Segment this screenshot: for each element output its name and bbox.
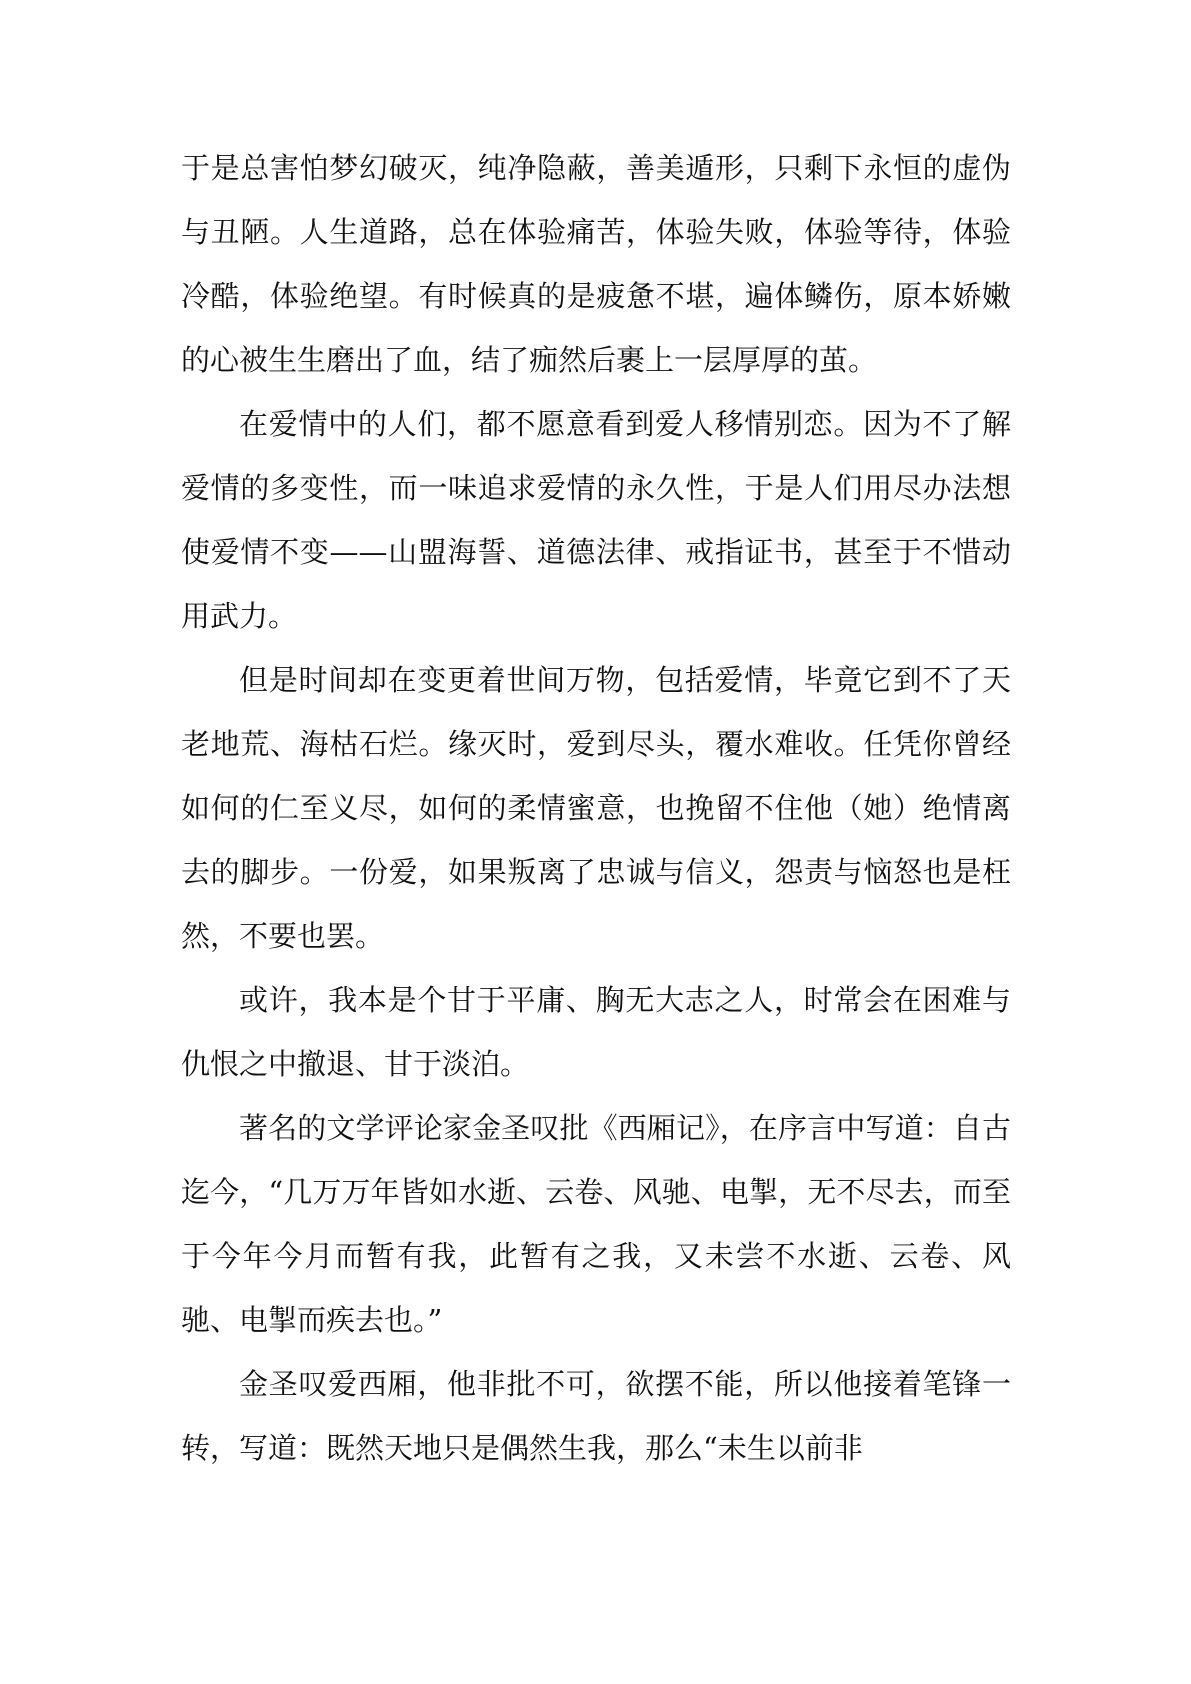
document-body [181, 136, 1011, 1480]
paragraph-1: 于是总害怕梦幻破灭，纯净隐蔽，善美遁形，只剩下永恒的虚伪与丑陋。人生道路，总在体验痛苦，体验失败，体验等待，体验冷酷，体验绝望。有时候真的是疲惫不堪，遍体鳞伤，原本娇嫩的心被生生磨出了血，结了痂然后裹上一层厚厚的茧。 [181, 151, 1011, 377]
paragraph-3: 但是时间却在变更着世间万物，包括爱情，毕竟它到不了天老地荒、海枯石烂。缘灭时，爱到尽头，覆水难收。任凭你曾经如何的仁至义尽，如何的柔情蜜意，也挽留不住他（她）绝情离去的脚步。一份爱，如果叛离了忠诚与信义，怨责与恼怒也是枉然，不要也罢。 [181, 663, 1011, 953]
paragraph-6: 金圣叹爱西厢，他非批不可，欲摆不能，所以他接着笔锋一转，写道：既然天地只是偶然生我，那么“未生以前非 [181, 1367, 1011, 1465]
paragraph-4: 或许，我本是个甘于平庸、胸无大志之人，时常会在困难与仇恨之中撤退、甘于淡泊。 [181, 983, 1011, 1081]
paragraph-5: 著名的文学评论家金圣叹批《西厢记》，在序言中写道：自古迄今，“几万万年皆如水逝、云卷、风驰、电掣，无不尽去，而至于今年今月而暂有我，此暂有之我，又未尝不水逝、云卷、风驰、电掣而疾去也。” [181, 1111, 1011, 1337]
paragraph-2: 在爱情中的人们，都不愿意看到爱人移情别恋。因为不了解爱情的多变性，而一味追求爱情的永久性，于是人们用尽办法想使爱情不变——山盟海誓、道德法律、戒指证书，甚至于不惜动用武力。 [181, 407, 1011, 633]
